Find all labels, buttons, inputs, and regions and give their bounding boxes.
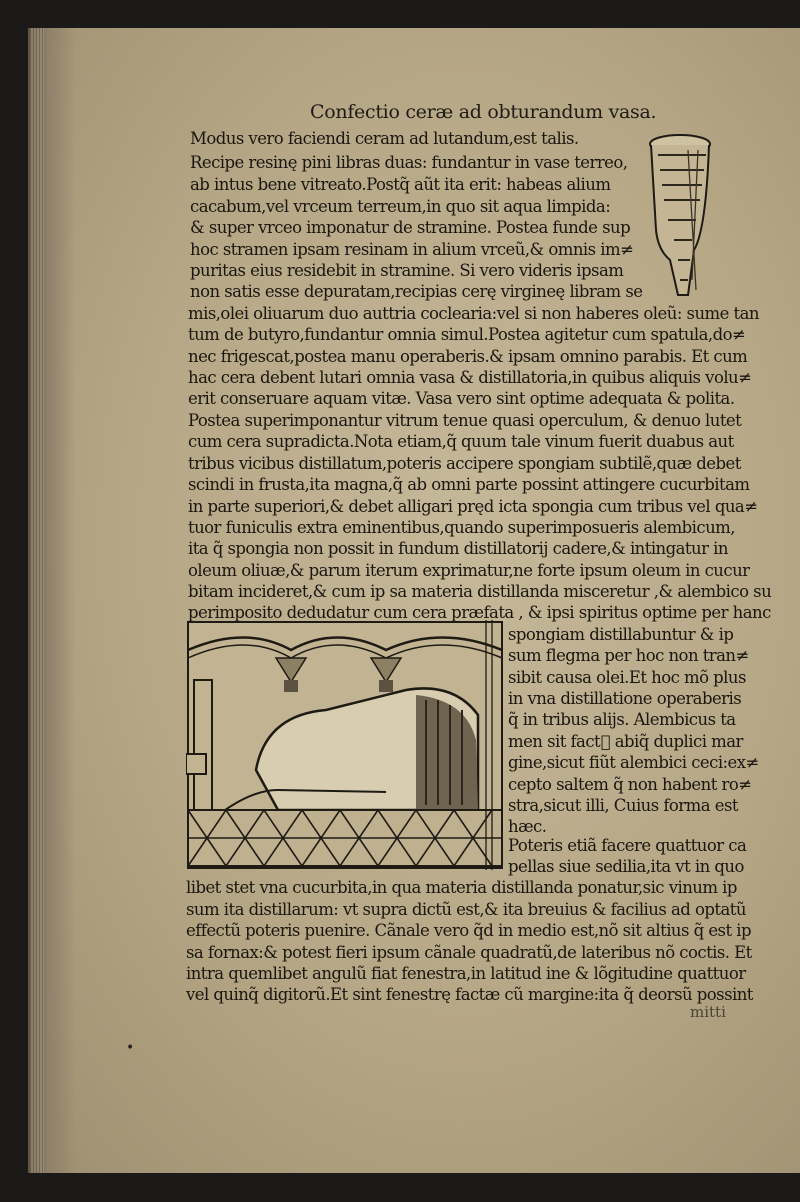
text-line: Recipe resinę pini libras duas: fundantur in vase terreo, [190, 153, 628, 172]
text-line: perimposito dedudatur cum cera præfata , & ipsi spiritus optime per hanc [188, 603, 771, 622]
catchword: mitti [690, 1003, 726, 1021]
text-line: scindi in frusta,ita magna,q̃ ab omni parte possint attingere cucurbitam [188, 475, 750, 494]
section-heading: Confectio ceræ ad obturandum vasa. [310, 101, 657, 123]
text-line: bitam incideret,& cum ip sa materia distillanda misceretur ,& alembico su [188, 582, 772, 601]
text-line: gine,sicut fiũt alembici ceci:ex≠ [508, 753, 759, 772]
text-line: men sit fact᷑ abiq̃ duplici mar [508, 732, 743, 751]
text-line: cacabum,vel vrceum terreum,in quo sit aqua limpida: [190, 197, 611, 216]
text-line: Poteris etiã facere quattuor ca [508, 836, 747, 855]
text-line: Postea superimponantur vitrum tenue quasi operculum, & denuo lutet [188, 411, 742, 430]
text-line: cum cera supradicta.Nota etiam,q̃ quum tale vinum fuerit duabus aut [188, 432, 734, 451]
text-line: tuor funiculis extra eminentibus,quando superimposueris alembicum, [188, 518, 735, 537]
text-line: pellas siue sedilia,ita vt in quo [508, 857, 744, 876]
text-line: non satis esse depuratam,recipias cerę virgineę libram se [190, 282, 643, 301]
text-line: ita q̃ spongia non possit in fundum distillatorij cadere,& intingatur in [188, 539, 728, 558]
text-line: Modus vero faciendi ceram ad lutandum,est talis. [190, 129, 579, 148]
text-line: hac cera debent lutari omnia vasa & distillatoria,in quibus aliquis volu≠ [188, 368, 752, 387]
distillation-furnace-illustration [186, 620, 504, 870]
text-line: & super vrceo imponatur de stramine. Postea funde sup [190, 218, 631, 237]
text-line: cepto saltem q̃ non habent ro≠ [508, 775, 752, 794]
text-line: libet stet vna cucurbita,in qua materia distillanda ponatur,sic vinum ip [186, 878, 737, 897]
alembic-illustration-small [648, 130, 712, 302]
text-line: hoc stramen ipsam resinam in alium vrceũ,& omnis im≠ [190, 240, 634, 259]
text-line: nec frigescat,postea manu operaberis.& ipsam omnino parabis. Et cum [188, 347, 748, 366]
text-line: erit conseruare aquam vitæ. Vasa vero sint optime adequata & polita. [188, 389, 735, 408]
text-line: tum de butyro,fundantur omnia simul.Postea agitetur cum spatula,do≠ [188, 325, 746, 344]
page-edges [30, 28, 44, 1173]
text-line: in vna distillatione operaberis [508, 689, 742, 708]
text-line: sum ita distillarum: vt supra dictũ est,& ita breuius & facilius ad optatũ [186, 900, 746, 919]
text-line: effectũ poteris puenire. Cãnale vero q̃d in medio est,nõ sit altius q̃ est ip [186, 921, 751, 940]
ink-speck: • [126, 1040, 135, 1056]
text-line: sum flegma per hoc non tran≠ [508, 646, 749, 665]
text-line: hæc. [508, 817, 547, 836]
text-line: in parte superiori,& debet alligari pręd icta spongia cum tribus vel qua≠ [188, 497, 758, 516]
text-line: spongiam distillabuntur & ip [508, 625, 734, 644]
text-line: ab intus bene vitreato.Postq̃ aũt ita erit: habeas alium [190, 175, 611, 194]
text-line: puritas eius residebit in stramine. Si vero videris ipsam [190, 261, 624, 280]
text-line: tribus vicibus distillatum,poteris accipere spongiam subtilẽ,quæ debet [188, 454, 741, 473]
text-line: stra,sicut illi, Cuius forma est [508, 796, 738, 815]
text-line: oleum oliuæ,& parum iterum exprimatur,ne forte ipsum oleum in cucur [188, 561, 750, 580]
text-line: sa fornax:& potest fieri ipsum cãnale quadratũ,de lateribus nõ coctis. Et [186, 943, 752, 962]
text-line: vel quinq̃ digitorũ.Et sint fenestrę factæ cũ margine:ita q̃ deorsũ possint [186, 985, 753, 1004]
text-line: intra quemlibet angulũ fiat fenestra,in latitud ine & lõgitudine quattuor [186, 964, 746, 983]
text-line: sibit causa olei.Et hoc mõ plus [508, 668, 746, 687]
text-line: q̃ in tribus alijs. Alembicus ta [508, 710, 736, 729]
text-line: mis,olei oliuarum duo auttria coclearia:vel si non haberes oleũ: sume tan [188, 304, 759, 323]
